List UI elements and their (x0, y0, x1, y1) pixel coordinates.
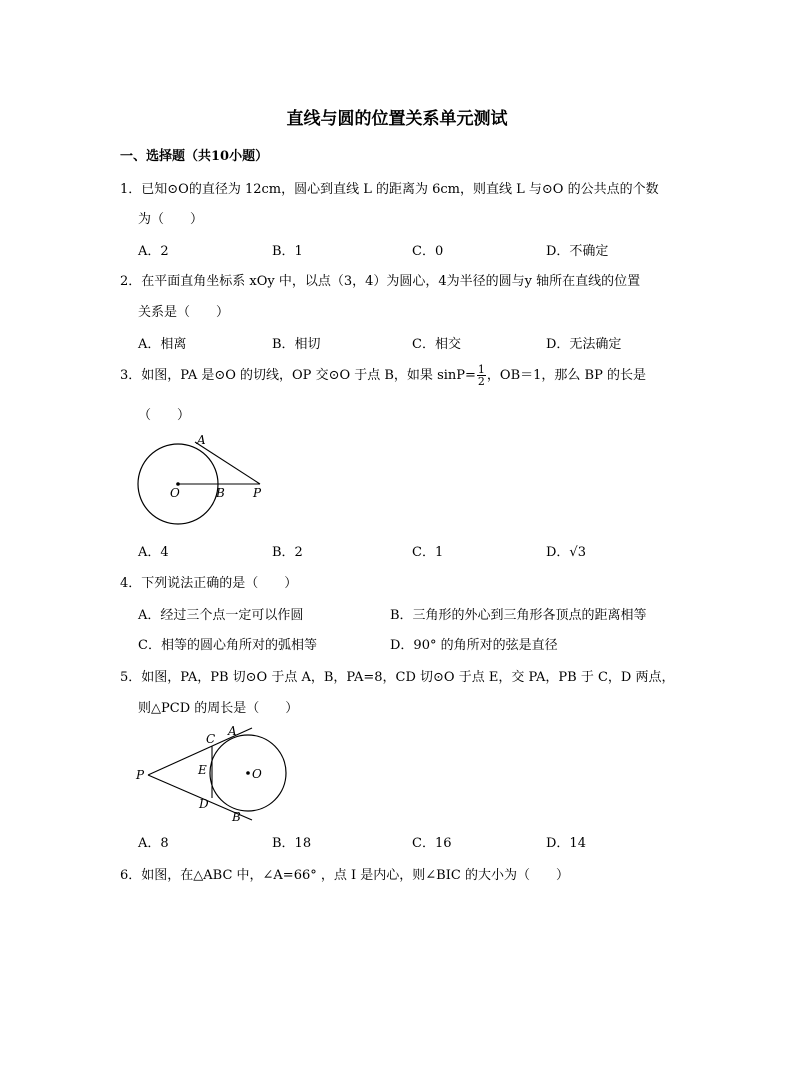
q5-option-d: D．14 (546, 836, 586, 851)
q2-option-c: C．相交 (412, 337, 461, 352)
q1-text-line1: 1．已知⊙O的直径为 12cm，圆心到直线 L 的距离为 6cm，则直线 L 与⊙O 的公共点的个数 (120, 182, 659, 197)
q4-option-b: B．三角形的外心到三角形各顶点的距离相等 (390, 608, 647, 623)
q2-option-a: A．相离 (138, 337, 187, 352)
q3-label-b: B (216, 486, 225, 500)
q5-text-line1: 5．如图，PA，PB 切⊙O 于点 A，B，PA=8，CD 切⊙O 于点 E，交 PA，PB 于 C，D 两点， (120, 670, 675, 685)
q3-tangent-pa (195, 442, 260, 484)
q3-fraction (477, 364, 486, 387)
q5-text-line2: 则△PCD 的周长是（ ） (138, 701, 299, 716)
page-title: 直线与圆的位置关系单元测试 (286, 109, 508, 129)
q5-option-b: B．18 (272, 836, 312, 851)
q5-label-o: O (252, 767, 262, 781)
q2-option-b: B．相切 (272, 337, 321, 352)
section-heading: 一、选择题（共10小题） (120, 149, 269, 164)
q6-text-line1: 6．如图，在△ABC 中，∠A=66° ，点 I 是内心，则∠BIC 的大小为（ ） (120, 868, 569, 883)
q5-label-b: B (232, 810, 241, 824)
q4-option-c: C．相等的圆心角所对的弧相等 (138, 638, 317, 653)
q3-option-a: A．4 (138, 545, 169, 560)
q5-label-a: A (228, 724, 237, 738)
q3-text-line1 (120, 364, 646, 387)
q2-option-d: D．无法确定 (546, 337, 622, 352)
q5-label-c: C (206, 732, 216, 746)
q5-label-e: E (198, 763, 207, 777)
q4-option-d: D．90° 的角所对的弦是直径 (390, 638, 558, 653)
q1-option-a: A．2 (138, 244, 169, 259)
q3-option-c: C．1 (412, 545, 444, 560)
q5-figure (130, 718, 300, 828)
q3-figure (130, 430, 280, 530)
q5-label-d: D (199, 797, 209, 811)
q1-option-b: B．1 (272, 244, 303, 259)
q5-label-p: P (136, 768, 145, 782)
q3-option-b: B．2 (272, 545, 303, 560)
q2-text-line1: 2．在平面直角坐标系 xOy 中，以点（3，4）为圆心，4为半径的圆与y 轴所在直线的位置 (120, 274, 641, 289)
q1-text-line2: 为（ ） (138, 212, 204, 227)
q3-fraction-numerator: 1 (477, 363, 485, 376)
q5-option-a: A．8 (138, 836, 169, 851)
q3-label-o: O (170, 486, 180, 500)
q1-option-c: C．0 (412, 244, 444, 259)
q4-text-line1: 4．下列说法正确的是（ ） (120, 576, 298, 591)
q3-label-p: P (253, 486, 262, 500)
q4-option-a: A．经过三个点一定可以作圆 (138, 608, 304, 623)
q1-option-d: D．不确定 (546, 244, 609, 259)
q3-label-a: A (197, 433, 206, 447)
q2-text-line2: 关系是（ ） (138, 305, 230, 320)
q3-option-d: D．√3 (546, 545, 586, 560)
q5-option-c: C．16 (412, 836, 452, 851)
q3-text-prefix: 3．如图，PA 是⊙O 的切线，OP 交⊙O 于点 B，如果 sinP= (120, 368, 476, 383)
q3-text-suffix: ，OB＝1，那么 BP 的长是 (486, 368, 646, 383)
q5-center-dot (246, 771, 250, 775)
q3-fraction-denominator: 2 (477, 375, 485, 388)
q3-text-line2: （ ） (138, 408, 191, 423)
